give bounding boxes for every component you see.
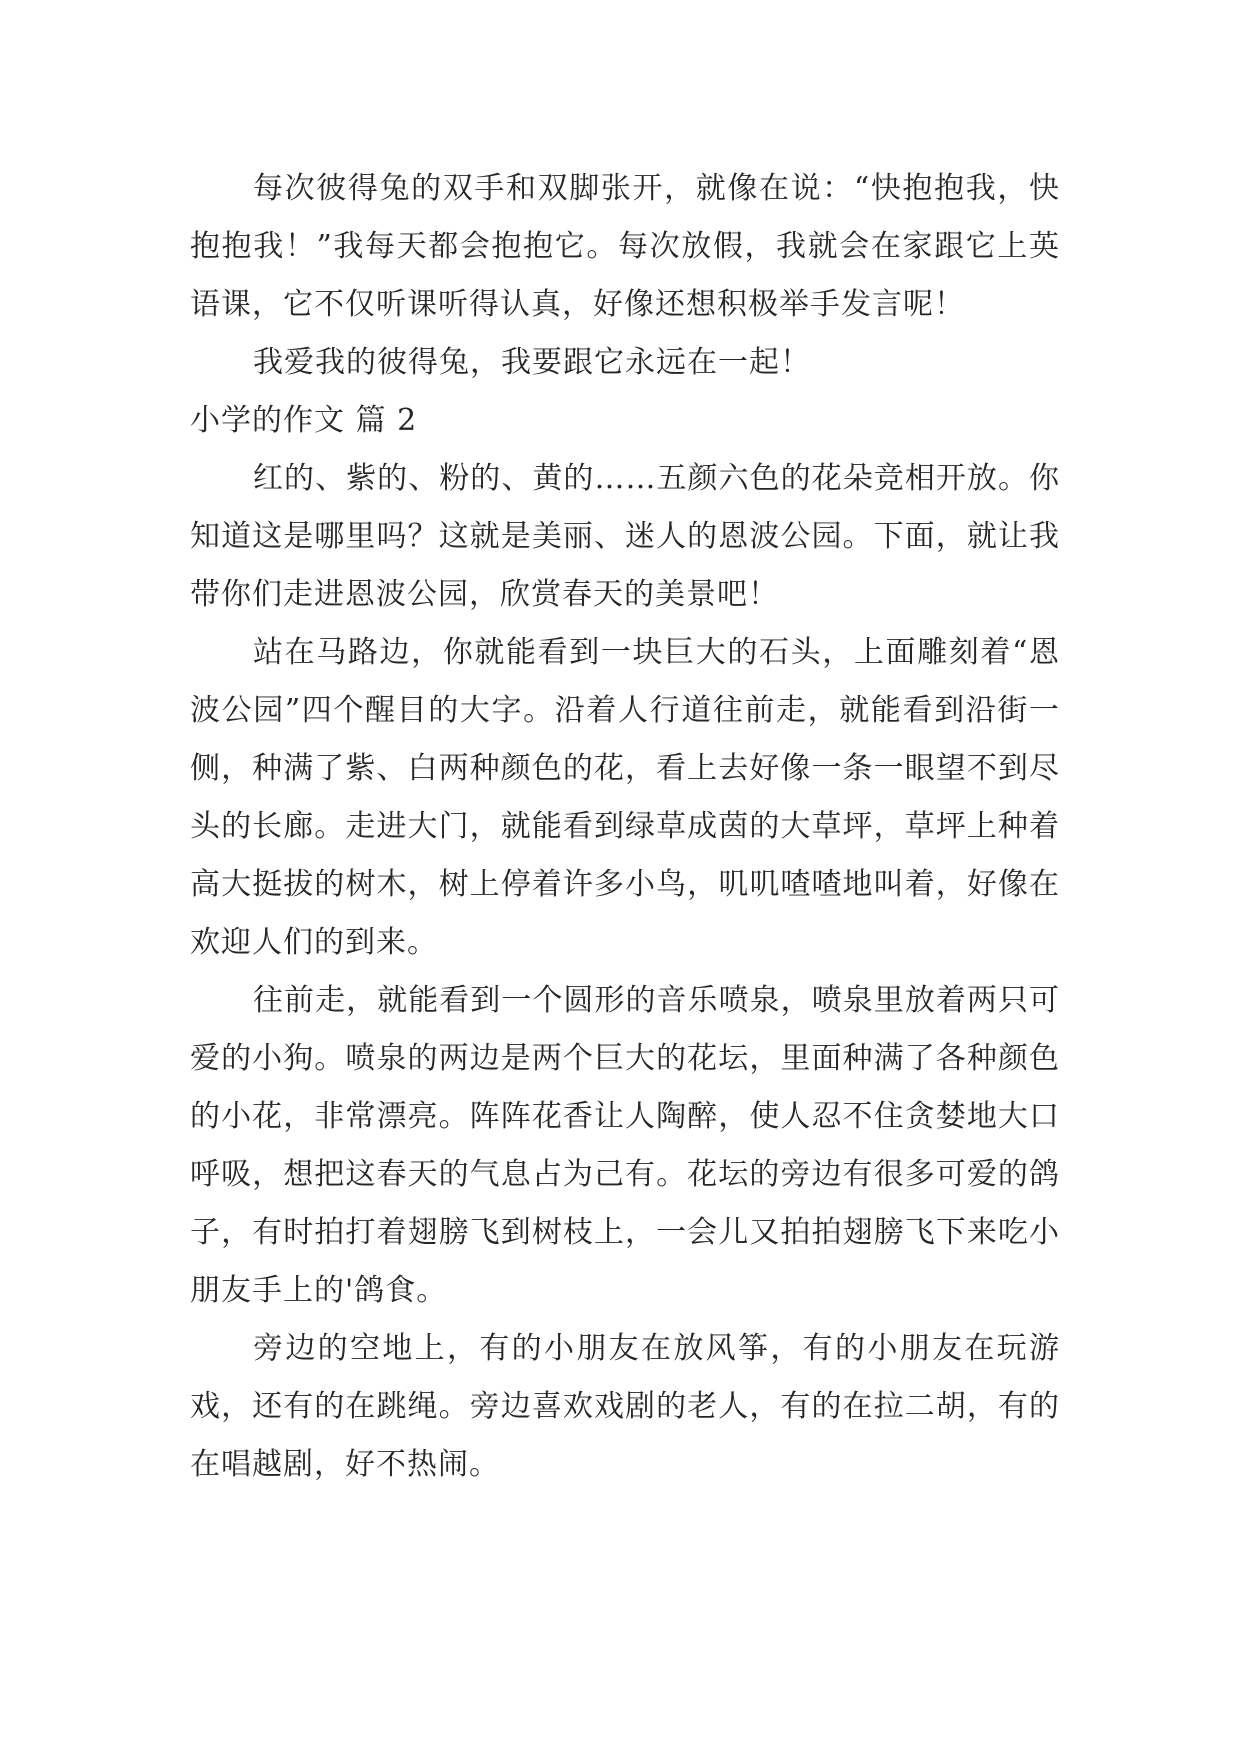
section-heading: 小学的作文 篇 2 [190, 403, 418, 438]
paragraph: 每次彼得兔的双手和双脚张开，就像在说：“快抱抱我，快抱抱我！”我每天都会抱抱它。每次放假，我就会在家跟它上英语课，它不仅听课听得认真，好像还想积极举手发言呢！ [190, 171, 1060, 322]
paragraph: 站在马路边，你就能看到一块巨大的石头，上面雕刻着“恩波公园”四个醒目的大字。沿着人行道往前走，就能看到沿街一侧，种满了紫、白两种颜色的花，看上去好像一条一眼望不到尽头的长廊。走进大门，就能看到绿草成茵的大草坪，草坪上种着高大挺拔的树木，树上停着许多小鸟，叽叽喳喳地叫着，好像在欢迎人们的到来。 [190, 635, 1060, 960]
paragraph: 旁边的空地上，有的小朋友在放风筝，有的小朋友在玩游戏，还有的在跳绳。旁边喜欢戏剧的老人，有的在拉二胡，有的在唱越剧，好不热闹。 [190, 1331, 1060, 1482]
paragraph: 红的、紫的、粉的、黄的……五颜六色的花朵竞相开放。你知道这是哪里吗？这就是美丽、迷人的恩波公园。下面，就让我带你们走进恩波公园，欣赏春天的美景吧！ [190, 461, 1060, 612]
paragraph: 我爱我的彼得兔，我要跟它永远在一起！ [253, 345, 811, 380]
paragraph: 往前走，就能看到一个圆形的音乐喷泉，喷泉里放着两只可爱的小狗。喷泉的两边是两个巨大的花坛，里面种满了各种颜色的小花，非常漂亮。阵阵花香让人陶醉，使人忍不住贪婪地大口呼吸，想把这春天的气息占为己有。花坛的旁边有很多可爱的鸽子，有时拍打着翅膀飞到树枝上，一会儿又拍拍翅膀飞下来吃小朋友手上的'鸽食。 [190, 983, 1060, 1308]
document-body [190, 160, 1060, 1494]
